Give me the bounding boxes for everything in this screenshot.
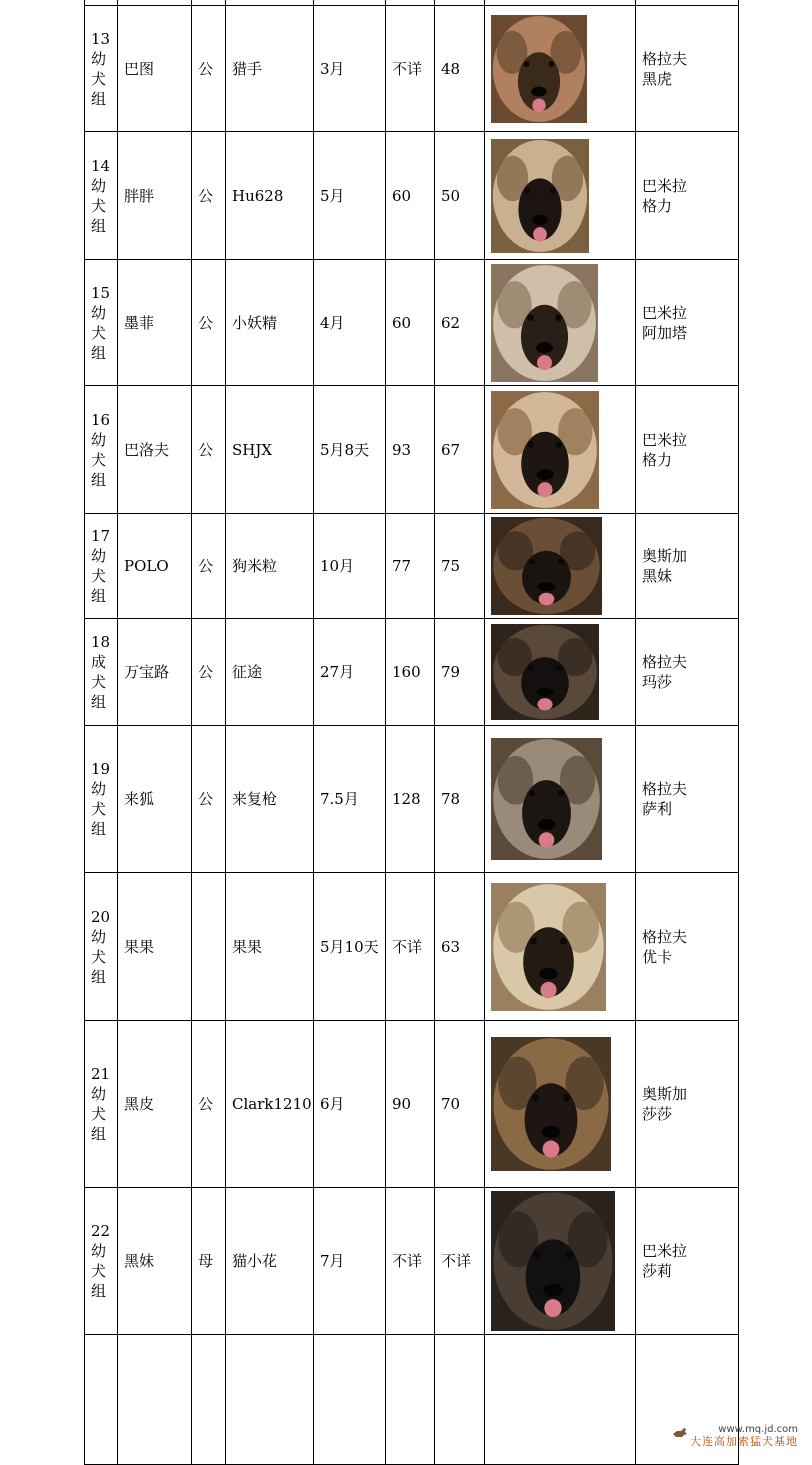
dog-height: 70 bbox=[441, 1095, 461, 1113]
name-cell bbox=[118, 1021, 192, 1188]
photo-cell bbox=[485, 619, 636, 726]
empty-cell bbox=[485, 1335, 636, 1465]
sex-cell bbox=[192, 260, 226, 386]
dog-age: 6月 bbox=[320, 1095, 345, 1113]
weight-cell bbox=[386, 1188, 435, 1335]
dog-photo bbox=[491, 1191, 615, 1331]
photo-cell bbox=[485, 260, 636, 386]
dog-height: 50 bbox=[441, 186, 461, 205]
dog-age: 3月 bbox=[320, 59, 345, 78]
owner-name: 来复枪 bbox=[232, 790, 278, 808]
weight-cell bbox=[386, 6, 435, 132]
group-char: 幼 bbox=[91, 1085, 107, 1103]
parent-name: 莎莉 bbox=[642, 1262, 673, 1280]
dog-photo bbox=[491, 264, 598, 382]
empty-row bbox=[85, 1335, 739, 1465]
dog-height: 63 bbox=[441, 937, 461, 956]
dog-weight: 128 bbox=[392, 790, 421, 808]
dog-height: 不详 bbox=[441, 1252, 472, 1270]
parents-cell bbox=[636, 619, 739, 726]
table-row bbox=[85, 386, 739, 514]
sex-cell bbox=[192, 726, 226, 873]
photo-cell bbox=[485, 514, 636, 619]
entry-number: 13 bbox=[91, 29, 111, 48]
group-char: 组 bbox=[91, 89, 107, 108]
dog-age: 4月 bbox=[320, 313, 345, 332]
empty-cell bbox=[85, 1335, 118, 1465]
group-char: 犬 bbox=[91, 196, 107, 215]
dog-name: 墨菲 bbox=[124, 313, 155, 332]
parents-cell bbox=[636, 260, 739, 386]
photo-cell bbox=[485, 873, 636, 1021]
dog-name: 黑皮 bbox=[124, 1095, 155, 1113]
sex-cell bbox=[192, 514, 226, 619]
height-cell bbox=[435, 514, 485, 619]
weight-cell bbox=[386, 1021, 435, 1188]
parent-name: 格拉夫 bbox=[642, 653, 688, 671]
dog-name: POLO bbox=[124, 557, 169, 575]
name-cell bbox=[118, 619, 192, 726]
dog-photo bbox=[491, 1037, 611, 1171]
table-row bbox=[85, 1021, 739, 1188]
dog-photo bbox=[491, 391, 599, 509]
group-char: 幼 bbox=[91, 780, 107, 798]
parent-name: 玛莎 bbox=[642, 673, 673, 691]
name-cell bbox=[118, 132, 192, 260]
group-char: 组 bbox=[91, 470, 107, 489]
empty-cell bbox=[314, 1335, 386, 1465]
dog-weight: 77 bbox=[392, 557, 412, 575]
group-char: 幼 bbox=[91, 430, 107, 449]
sex-cell bbox=[192, 6, 226, 132]
table-row bbox=[85, 514, 739, 619]
dog-name: 巴洛夫 bbox=[124, 440, 170, 459]
owner-name: Hu628 bbox=[232, 186, 284, 205]
parents-cell bbox=[636, 1021, 739, 1188]
group-char: 组 bbox=[91, 1125, 107, 1143]
table-row bbox=[85, 873, 739, 1021]
entry-number: 18 bbox=[91, 633, 111, 651]
number-group-cell bbox=[85, 6, 118, 132]
weight-cell bbox=[386, 132, 435, 260]
age-cell bbox=[314, 873, 386, 1021]
dog-name: 来狐 bbox=[124, 790, 155, 808]
dog-name: 果果 bbox=[124, 937, 155, 956]
age-cell bbox=[314, 6, 386, 132]
parents-cell bbox=[636, 386, 739, 514]
group-char: 犬 bbox=[91, 323, 107, 342]
sex-cell bbox=[192, 873, 226, 1021]
group-char: 犬 bbox=[91, 947, 107, 966]
dog-weight: 60 bbox=[392, 186, 412, 205]
number-group-cell bbox=[85, 873, 118, 1021]
height-cell bbox=[435, 619, 485, 726]
empty-cell bbox=[435, 1335, 485, 1465]
dog-silhouette-icon bbox=[672, 1426, 688, 1438]
photo-cell bbox=[485, 1021, 636, 1188]
parents-cell bbox=[636, 873, 739, 1021]
owner-cell bbox=[226, 1188, 314, 1335]
age-cell bbox=[314, 386, 386, 514]
group-char: 犬 bbox=[91, 450, 107, 469]
table-row bbox=[85, 1188, 739, 1335]
parent-name: 巴米拉 bbox=[642, 176, 688, 195]
sex-cell bbox=[192, 1188, 226, 1335]
dog-sex: 公 bbox=[198, 440, 214, 459]
number-group-cell bbox=[85, 132, 118, 260]
parents-cell bbox=[636, 514, 739, 619]
dog-weight: 90 bbox=[392, 1095, 412, 1113]
dog-weight: 160 bbox=[392, 663, 421, 681]
group-char: 组 bbox=[91, 693, 107, 711]
entry-number: 14 bbox=[91, 156, 111, 175]
dog-photo bbox=[491, 139, 589, 253]
group-char: 幼 bbox=[91, 927, 107, 946]
age-cell bbox=[314, 726, 386, 873]
age-cell bbox=[314, 514, 386, 619]
group-char: 成 bbox=[91, 653, 107, 671]
height-cell bbox=[435, 6, 485, 132]
weight-cell bbox=[386, 726, 435, 873]
parents-cell bbox=[636, 726, 739, 873]
group-char: 组 bbox=[91, 820, 107, 838]
group-char: 幼 bbox=[91, 547, 107, 565]
entry-number: 15 bbox=[91, 283, 111, 302]
weight-cell bbox=[386, 386, 435, 514]
photo-cell bbox=[485, 132, 636, 260]
dog-weight: 不详 bbox=[392, 1252, 423, 1270]
empty-cell bbox=[386, 1335, 435, 1465]
owner-cell bbox=[226, 1021, 314, 1188]
owner-cell bbox=[226, 619, 314, 726]
number-group-cell bbox=[85, 1188, 118, 1335]
age-cell bbox=[314, 1188, 386, 1335]
dog-age: 5月10天 bbox=[320, 937, 379, 956]
weight-cell bbox=[386, 873, 435, 1021]
group-char: 组 bbox=[91, 343, 107, 362]
parent-name: 格拉夫 bbox=[642, 927, 688, 946]
group-char: 组 bbox=[91, 1282, 107, 1300]
parent-name: 巴米拉 bbox=[642, 303, 688, 322]
parent-name: 莎莎 bbox=[642, 1105, 673, 1123]
dog-height: 79 bbox=[441, 663, 461, 681]
group-char: 幼 bbox=[91, 176, 107, 195]
weight-cell bbox=[386, 619, 435, 726]
dog-age: 5月 bbox=[320, 186, 345, 205]
dog-photo bbox=[491, 517, 602, 615]
dog-age: 5月8天 bbox=[320, 440, 370, 459]
parent-name: 阿加塔 bbox=[642, 323, 688, 342]
dog-sex: 公 bbox=[198, 313, 214, 332]
table-row bbox=[85, 132, 739, 260]
watermark-name: 大连高加索猛犬基地 bbox=[690, 1435, 798, 1448]
owner-cell bbox=[226, 514, 314, 619]
photo-cell bbox=[485, 6, 636, 132]
owner-name: 征途 bbox=[232, 663, 263, 681]
dog-sex: 公 bbox=[198, 59, 214, 78]
entry-number: 19 bbox=[91, 760, 111, 778]
group-char: 犬 bbox=[91, 567, 107, 585]
height-cell bbox=[435, 1021, 485, 1188]
owner-name: Clark1210 bbox=[232, 1095, 312, 1113]
owner-name: 猎手 bbox=[232, 59, 263, 78]
dog-weight: 93 bbox=[392, 440, 412, 459]
dog-sex: 公 bbox=[198, 663, 214, 681]
watermark bbox=[690, 1424, 798, 1448]
dog-height: 48 bbox=[441, 59, 461, 78]
dog-weight: 60 bbox=[392, 313, 412, 332]
parent-name: 格拉夫 bbox=[642, 49, 688, 68]
parent-name: 格拉夫 bbox=[642, 780, 688, 798]
height-cell bbox=[435, 1188, 485, 1335]
dog-name: 巴图 bbox=[124, 59, 155, 78]
group-char: 犬 bbox=[91, 1105, 107, 1123]
parent-name: 巴米拉 bbox=[642, 1242, 688, 1260]
height-cell bbox=[435, 726, 485, 873]
dog-name: 胖胖 bbox=[124, 186, 155, 205]
empty-cell bbox=[192, 1335, 226, 1465]
name-cell bbox=[118, 6, 192, 132]
weight-cell bbox=[386, 514, 435, 619]
owner-name: 猫小花 bbox=[232, 1252, 278, 1270]
parent-name: 黑虎 bbox=[642, 69, 673, 88]
dog-height: 78 bbox=[441, 790, 461, 808]
owner-cell bbox=[226, 726, 314, 873]
name-cell bbox=[118, 873, 192, 1021]
dog-weight: 不详 bbox=[392, 59, 423, 78]
entry-number: 20 bbox=[91, 907, 111, 926]
age-cell bbox=[314, 1021, 386, 1188]
name-cell bbox=[118, 1188, 192, 1335]
parent-name: 黑妹 bbox=[642, 567, 673, 585]
photo-cell bbox=[485, 726, 636, 873]
number-group-cell bbox=[85, 260, 118, 386]
dog-height: 67 bbox=[441, 440, 461, 459]
parents-cell bbox=[636, 6, 739, 132]
dog-photo bbox=[491, 738, 602, 860]
dog-name: 万宝路 bbox=[124, 663, 170, 681]
table-row bbox=[85, 619, 739, 726]
weight-cell bbox=[386, 260, 435, 386]
group-char: 幼 bbox=[91, 1242, 107, 1260]
age-cell bbox=[314, 132, 386, 260]
group-char: 幼 bbox=[91, 303, 107, 322]
dog-sex: 公 bbox=[198, 557, 214, 575]
entry-number: 17 bbox=[91, 527, 111, 545]
owner-name: 狗米粒 bbox=[232, 557, 278, 575]
number-group-cell bbox=[85, 386, 118, 514]
table-row bbox=[85, 726, 739, 873]
name-cell bbox=[118, 386, 192, 514]
parent-name: 奥斯加 bbox=[642, 1085, 688, 1103]
owner-cell bbox=[226, 386, 314, 514]
dog-sex: 公 bbox=[198, 186, 214, 205]
group-char: 犬 bbox=[91, 800, 107, 818]
height-cell bbox=[435, 386, 485, 514]
height-cell bbox=[435, 873, 485, 1021]
sex-cell bbox=[192, 386, 226, 514]
number-group-cell bbox=[85, 1021, 118, 1188]
dog-age: 10月 bbox=[320, 557, 355, 575]
group-char: 犬 bbox=[91, 673, 107, 691]
parent-name: 格力 bbox=[642, 196, 673, 215]
dog-photo bbox=[491, 15, 587, 123]
name-cell bbox=[118, 726, 192, 873]
height-cell bbox=[435, 132, 485, 260]
entries-body bbox=[85, 0, 739, 1465]
dog-photo bbox=[491, 883, 606, 1011]
parents-cell bbox=[636, 1188, 739, 1335]
dog-height: 75 bbox=[441, 557, 461, 575]
parent-name: 奥斯加 bbox=[642, 547, 688, 565]
dog-age: 7月 bbox=[320, 1252, 345, 1270]
owner-name: 小妖精 bbox=[232, 313, 278, 332]
empty-cell bbox=[118, 1335, 192, 1465]
dog-sex: 公 bbox=[198, 1095, 214, 1113]
dog-sex: 公 bbox=[198, 790, 214, 808]
empty-cell bbox=[226, 1335, 314, 1465]
group-char: 幼 bbox=[91, 49, 107, 68]
dog-height: 62 bbox=[441, 313, 461, 332]
group-char: 组 bbox=[91, 216, 107, 235]
photo-cell bbox=[485, 386, 636, 514]
sex-cell bbox=[192, 132, 226, 260]
owner-name: SHJX bbox=[232, 440, 273, 459]
table-row bbox=[85, 260, 739, 386]
owner-name: 果果 bbox=[232, 937, 263, 956]
age-cell bbox=[314, 260, 386, 386]
entry-number: 22 bbox=[91, 1222, 111, 1240]
dog-age: 27月 bbox=[320, 663, 355, 681]
watermark-url: www.mq.jd.com bbox=[718, 1424, 798, 1435]
sex-cell bbox=[192, 1021, 226, 1188]
parents-cell bbox=[636, 132, 739, 260]
dog-sex: 母 bbox=[198, 1252, 214, 1270]
name-cell bbox=[118, 514, 192, 619]
dog-photo bbox=[491, 624, 599, 720]
dog-weight: 不详 bbox=[392, 937, 423, 956]
entry-number: 21 bbox=[91, 1065, 111, 1083]
photo-cell bbox=[485, 1188, 636, 1335]
height-cell bbox=[435, 260, 485, 386]
parent-name: 优卡 bbox=[642, 947, 673, 966]
group-char: 犬 bbox=[91, 1262, 107, 1280]
group-char: 犬 bbox=[91, 69, 107, 88]
number-group-cell bbox=[85, 619, 118, 726]
entries-table bbox=[84, 0, 739, 1465]
parent-name: 萨利 bbox=[642, 800, 673, 818]
table-row bbox=[85, 6, 739, 132]
owner-cell bbox=[226, 6, 314, 132]
dog-age: 7.5月 bbox=[320, 790, 359, 808]
group-char: 组 bbox=[91, 587, 107, 605]
entry-number: 16 bbox=[91, 410, 111, 429]
parent-name: 格力 bbox=[642, 450, 673, 469]
sex-cell bbox=[192, 619, 226, 726]
owner-cell bbox=[226, 873, 314, 1021]
owner-cell bbox=[226, 132, 314, 260]
name-cell bbox=[118, 260, 192, 386]
number-group-cell bbox=[85, 514, 118, 619]
owner-cell bbox=[226, 260, 314, 386]
number-group-cell bbox=[85, 726, 118, 873]
parent-name: 巴米拉 bbox=[642, 430, 688, 449]
group-char: 组 bbox=[91, 967, 107, 986]
age-cell bbox=[314, 619, 386, 726]
dog-name: 黑妹 bbox=[124, 1252, 155, 1270]
